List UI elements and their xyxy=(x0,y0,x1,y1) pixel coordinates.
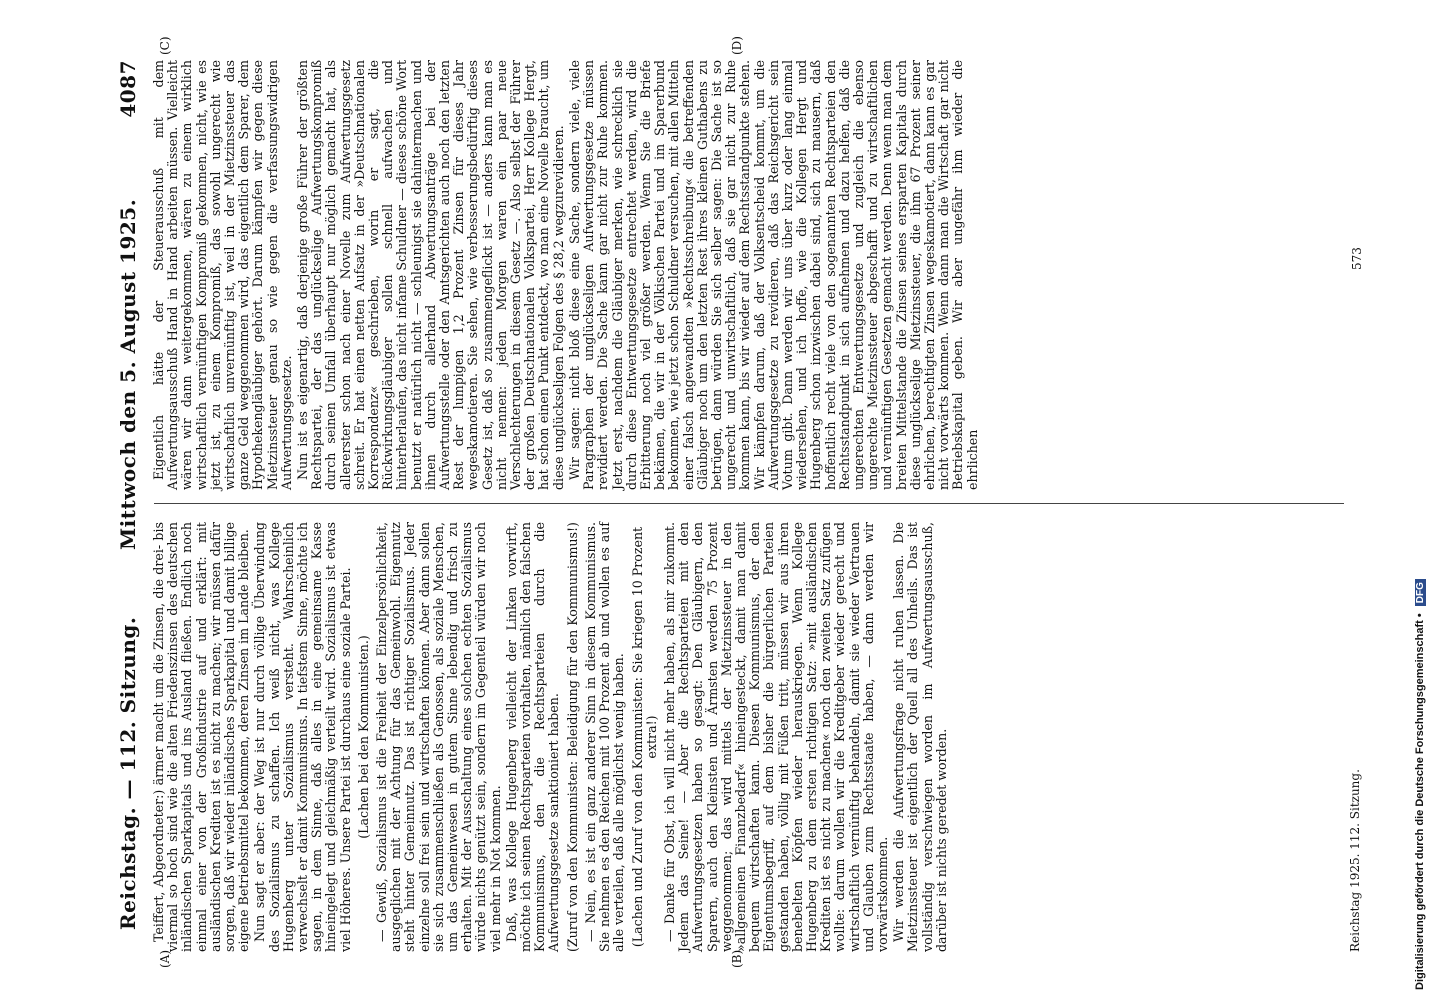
paragraph: Nun ist es eigenartig, daß derjenige große Führer der größten Rechtspartei, der das unglückselige Aufwertungskompromiß durch seinen Umfall überhaupt nur möglich gemacht hat, als allererster schon nach einer Novelle zum Aufwertungsgesetz schreit. Er hat einen netten Aufsatz in der »Deutschnationalen Korrespondenz« geschrieben, worin er sagt, die Rückwirkungsgläubiger sollen schnell aufwachen und hinterherlaufen, das nicht infame Schuldner — dieses schöne Wort benutzt er natürlich nicht — schleunigst sie dahintermachen und ihnen durch allerhand Abwertungsanträge bei der Aufwertungsstelle oder den Amtsgerichten auch noch den letzten Rest der lumpigen 1,2 Prozent Zinsen für dieses Jahr wegeskamotieren. Sie sehen, wie verbesserungsbedürftig dieses Gesetz ist, daß so zusammengeflickt ist — anders kann man es nicht nennen: jeden Morgen waren ein paar neue Verschlechterungen in diesem Gesetz —. Also selbst der Führer der großen Deutschnationalen Volkspartei, Herr Kollege Hergt, hat schon einen Punkt entdeckt, wo man eine Novelle braucht, um diese unglückseligen Folgen des § 28,2 wegzurevidieren. xyxy=(295,60,566,490)
paragraph: Wir werden die Aufwertungsfrage nicht ruhen lassen. Die Mietzinssteuer ist eigentlich der Quell all des Unheils. Das ist vollständig verschwiegen worden im Aufwertungsausschuß, darüber ist nichts geredet worden. xyxy=(891,522,949,952)
footer-left: Reichstag 1925. 112. Sitzung. xyxy=(1348,769,1362,952)
margin-marker-a: (A) xyxy=(158,949,172,968)
page-header xyxy=(110,30,150,970)
page-number: 4087 xyxy=(116,60,140,118)
interjection: (Zuruf von den Kommunisten: Beleidigung für den Kommunismus!) xyxy=(564,522,580,952)
paragraph: Daß, was Kollege Hugenberg vielleicht der Linken vorwirft, möchte ich seinen Rechtsparteien vorhalten, nämlich den falschen Kommunismus, den die Rechtsparteien durch die Aufwertungsgesetze sanktioniert haben. xyxy=(503,522,562,952)
header-date: Mittwoch den 5. August 1925. xyxy=(116,198,140,550)
digitization-note xyxy=(1410,0,1432,1000)
text-column-left xyxy=(152,522,951,952)
paragraph: — Nein, es ist ein ganz anderer Sinn in diesem Kommunismus. Sie nehmen es den Reichen mit 100 Prozent ab und wollen es auf alle verteilen, daß alle möglichst wenig haben. xyxy=(582,522,627,952)
paragraph: Teiffert, Abgeordneter:) ärmer macht um die Zinsen, die drei- bis viermal so hoch sind wie die alten Friedenszinsen des deutschen inländischen Sparkapitals und ins Ausland fließen. Endlich noch einmal einer von der Großindustrie auf und erklärt: mit ausländischen Krediten ist es nicht zu machen; wir müssen dafür sorgen, daß wir wieder inländisches Sparkapital und damit billige eigene Betriebsmittel bekommen, deren Zinsen im Lande bleiben. xyxy=(151,522,252,952)
interjection: (Lachen und Zuruf von den Kommunisten: Sie kriegen 10 Prozent extra!) xyxy=(629,526,659,948)
margin-marker-d: (D) xyxy=(730,36,744,55)
interjection: (Lachen bei den Kommunisten.) xyxy=(355,635,371,839)
paragraph: Wir sagen: nicht bloß diese eine Sache, sondern viele, viele Paragraphen der unglückseligen Aufwertungsgesetze müssen revidiert werden. Die Sache kann gar nicht zur Ruhe kommen. Jetzt erst, nachdem die Gläubiger merken, wie schrecklich sie durch diese Entwertungsgesetze entrechtet werden, wird die Erbitterung noch viel größer werden. Wenn Sie die Briefe bekämen, die wir in der Völkischen Partei und im Sparerbund bekommen, wie jetzt schon Schuldner versuchen, mit allen Mitteln einer falsch angewandten »Rechtsschreibung« die betreffenden Gläubiger noch um den letzten Rest ihres kleinen Guthabens zu betrügen, dann würden Sie sich selber sagen: Die Sache ist so ungerecht und unwirtschaftlich, daß sie gar nicht zur Ruhe kommen kann, bis wir wieder auf dem Rechtsstandpunkte stehen. Wir kämpfen darum, daß der Volksentscheid kommt, um die Aufwertungsgesetze zu revidieren, daß das Reichsgericht sein Votum gibt. Dann werden wir uns über kurz oder lang einmal wiedersehen, und ich hoffe, wie die Kollegen Hergt und Hugenberg schon inzwischen dabei sind, sich zu mausern, daß hoffentlich recht viele von den sogenannten Rechtsparteien den Rechtsstandpunkt in sich aufnehmen und dazu helfen, daß die ungerechten Entwertungsgesetze und zugleich die ebenso ungerechte Mietzinssteuer abgeschafft und zu wirtschaftlichen und vernünftigen Gesetzen gemacht werden. Denn wenn man dem breiten Mittelstande die Zinsen seines ersparten Kapitals durch diese unglückselige Mietzinssteuer, die ihm 67 Prozent seiner ehrlichen, berechtigten Zinsen wegeskamotiert, dann kann es gar nicht vorwärts kommen. Wenn dann man die Wirtschaft gar nicht Betriebskapital geben. Wir aber ungefähr ihm wieder die ehrlichen xyxy=(566,60,980,490)
paragraph: — Danke für Obst, ich will nicht mehr haben, als mir zukommt. Jedem das Seine! — Aber die Rechtsparteien mit den Aufwertungsgesetzen haben so gesagt: Den Gläubigern, den Sparern, auch den Kleinsten und Ärmsten werden 75 Prozent weggenommen; das wird mittels der Mietzinssteuer in den »allgemeinen Finanzbedarf« hineingesteckt, damit man damit bequem wirtschaften kann. Diesen Kommunismus, der den Eigentumsbegriff, auf dem bisher die bürgerlichen Parteien gestanden haben, völlig mit Füßen tritt, müssen wir aus ihren benebelten Köpfen wieder herauskriegen. Wenn Kollege Hugenberg zu dem ersten richtigen Satz: »mit ausländischen Krediten ist es nicht zu machen« noch den zweiten Satz zufügen wollte: darum wollen wir die Kreditgeber wieder gerecht und wirtschaftlich vernünftig behandeln, damit sie wieder Vertrauen und Glauben zum Rechtsstaate haben, — dann werden wir vorwärtskommen. xyxy=(661,522,890,952)
text-column-right xyxy=(152,60,982,490)
column-divider xyxy=(154,503,1344,504)
paragraph: Nun sagt er aber: der Weg ist nur durch völlige Überwindung des Sozialismus zu schaffen. Ich weiß nicht, was Kollege Hugenberg unter Sozialismus versteht. Wahrscheinlich verwechselt er damit Kommunismus. In tiefstem Sinne, möchte ich sagen, in dem Sinne, daß alles in eine gemeinsame Kasse hineingelegt und gleichmäßig verteilt wird. Sozialismus ist etwas viel Höheres. Unsere Partei ist durchaus eine soziale Partei. xyxy=(252,522,353,952)
dfg-badge: DFG xyxy=(1415,579,1426,606)
header-left: Reichstag. — 112. Sitzung. xyxy=(116,616,140,930)
digitization-text: Digitalisierung gefördert durch die Deutsche Forschungsgemeinschaft • xyxy=(1414,613,1426,990)
paragraph: — Gewiß, Sozialismus ist die Freiheit der Einzelpersönlichkeit, ausgeglichen mit der Achtung für das Gemeinwohl. Eigennutz steht hinter Gemeinnutz. Das ist richtiger Sozialismus. Jeder einzelne soll frei sein und wirtschaften können. Aber dann sollen sie sich zusammenschließen als Genossen, als soziale Menschen, um das Gemeinwesen in gutem Sinne lebendig und frisch zu erhalten. Mit der Ausschaltung eines solchen echten Sozialismus würde nichts genützt sein, sondern im Gegenteil würden wir noch viel mehr in Not kommen. xyxy=(374,522,503,952)
margin-marker-b: (B) xyxy=(730,949,744,968)
footer-page-number: 573 xyxy=(1350,247,1364,270)
paragraph: Eigentlich hätte der Steuerausschuß mit dem Aufwertungsausschuß Hand in Hand arbeiten müssen. Vielleicht wären wir dann weitergekommen, wären zu einem wirklich wirtschaftlich vernünftigen Kompromiß gekommen, nicht, wie es jetzt ist, zu einem Kompromiß, das sowohl ungerecht wie wirtschaftlich unvernünftig ist, weil in der Mietzinssteuer das ganze Geld weggenommen wird, das eigentlich dem Sparer, dem Hypothekengläubiger gehört. Darum kämpfen wir gegen diese Mietzinssteuer genau so wie gegen die verfassungswidrigen Aufwertungsgesetze. xyxy=(151,60,294,490)
document-page xyxy=(110,30,1370,970)
margin-marker-c: (C) xyxy=(158,36,172,55)
